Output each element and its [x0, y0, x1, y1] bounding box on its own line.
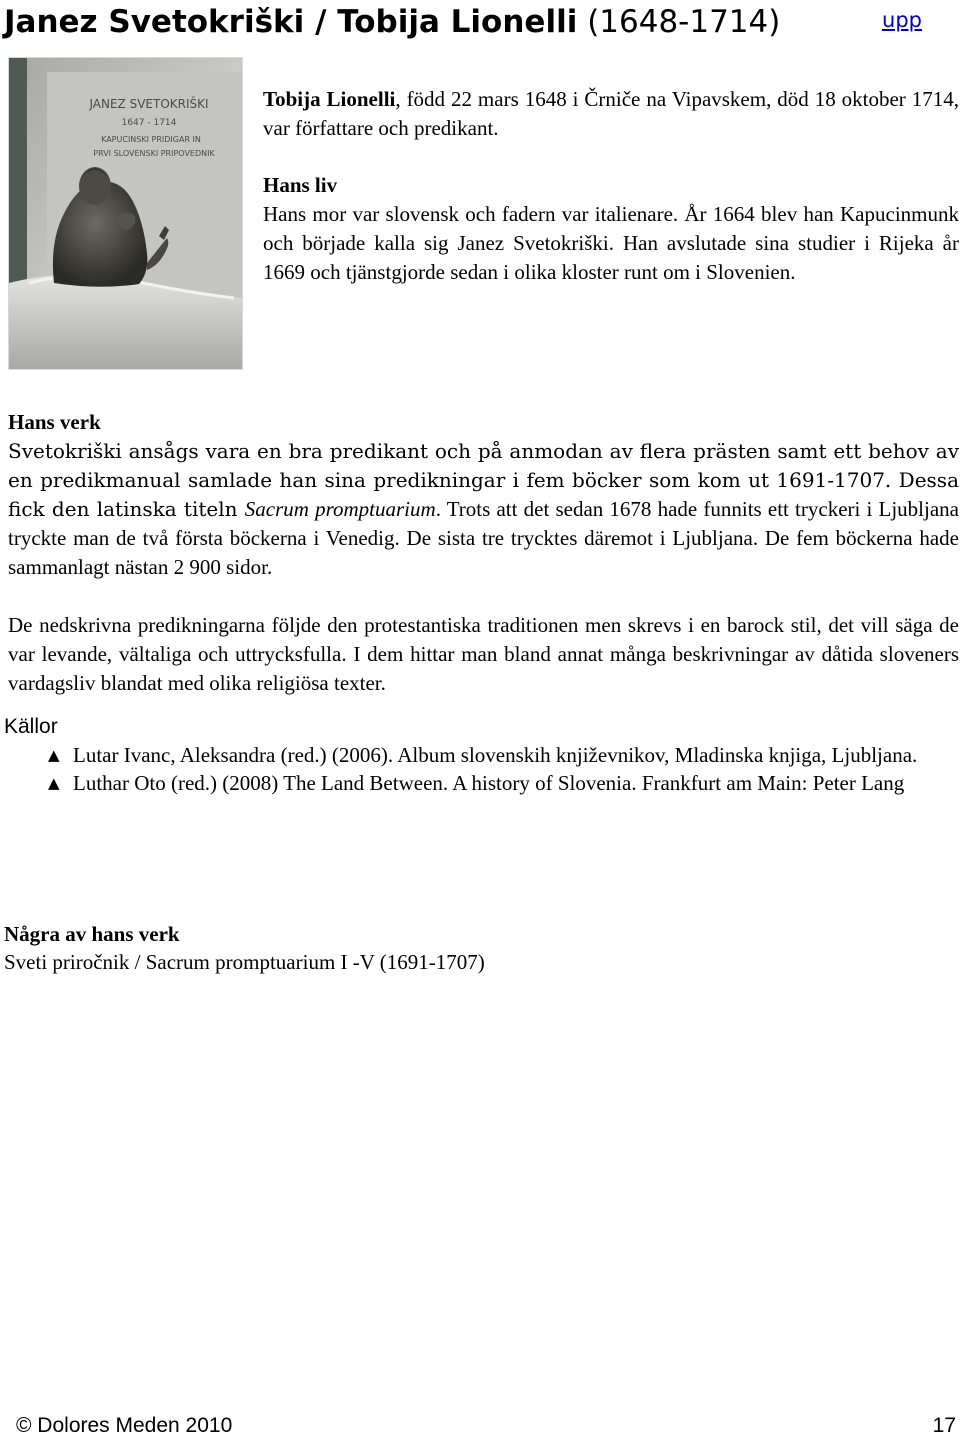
- intro-paragraph: [263, 85, 959, 143]
- page-title: [4, 0, 824, 44]
- hans-verk-paragraph-2: De nedskrivna predikningarna följde den protestantiska traditionen men skrevs i en barock stil, det vill säga de var levande, vältaliga och uttrycksfulla. I dem hittar man bland annat många beskrivningar av dåtida sloveners vardagsliv blandat med olika religiösa texter.: [8, 613, 959, 695]
- hans-verk-section: [8, 408, 959, 698]
- monument-photo-image: [9, 58, 242, 369]
- hans-liv-paragraph: Hans mor var slovensk och fadern var italienare. År 1664 blev han Kapucinmunk och började kalla sig Janez Svetokriški. Han avslutade sina studier i Rijeka år 1669 och tjänstgjorde sedan i olika kloster runt om i Slovenien.: [263, 202, 959, 284]
- works-heading: Några av hans verk: [4, 922, 180, 946]
- hans-verk-heading: Hans verk: [8, 410, 101, 434]
- hans-verk-paragraph-1: Svetokriški ansågs vara en bra predikant och på anmodan av flera prästen samt ett behov av en predikmanual samlade han sina predikningar i fem böcker som kom ut 1691-1707. Dessa fick den latinska titeln Sacrum promptuarium. Trots att det sedan 1678 hade funnits ett tryckeri i Ljubljana tryckte man de två första böckerna i Venedig. De sista tre trycktes däremot i Ljubljana. De fem böckerna hade sammanlagt nästan 2 900 sidor.: [8, 439, 959, 579]
- page-title-years: (1648-1714): [587, 4, 781, 40]
- intro-text: , född 22 mars 1648 i Črniče na Vipavskem, död 18 oktober 1714, var författare och predikant.: [263, 87, 959, 140]
- intro-name: Tobija Lionelli: [263, 87, 396, 111]
- intro-section: [263, 85, 959, 287]
- svg-text:JANEZ SVETOKRIŠKI: JANEZ SVETOKRIŠKI: [89, 97, 209, 111]
- list-item: ▲ Luthar Oto (red.) (2008) The Land Between. A history of Slovenia. Frankfurt am Main: Peter Lang: [48, 771, 905, 795]
- hans-liv-heading: Hans liv: [263, 173, 338, 197]
- triangle-bullet-icon: ▲: [48, 746, 60, 764]
- page-title-name: Janez Svetokriški / Tobija Lionelli: [4, 4, 578, 40]
- sources-heading: Källor: [4, 715, 58, 738]
- page-number: 17: [932, 1414, 956, 1437]
- svg-text:1647 - 1714: 1647 - 1714: [121, 118, 177, 128]
- works-section: [4, 920, 954, 976]
- svg-text:PRVI SLOVENSKI PRIPOVEDNIK: PRVI SLOVENSKI PRIPOVEDNIK: [93, 149, 215, 158]
- svg-text:KAPUCINSKI PRIDIGAR IN: KAPUCINSKI PRIDIGAR IN: [101, 135, 201, 144]
- footer-copyright: © Dolores Meden 2010: [16, 1414, 233, 1437]
- list-item: ▲ Lutar Ivanc, Aleksandra (red.) (2006). Album slovenskih književnikov, Mladinska knjiga, Ljubljana.: [48, 743, 918, 767]
- up-link[interactable]: upp: [882, 8, 922, 32]
- works-item: Sveti priročnik / Sacrum promptuarium I -V (1691-1707): [4, 950, 485, 974]
- triangle-bullet-icon: ▲: [48, 774, 60, 792]
- sources-list: [48, 741, 953, 797]
- book-title: Sacrum promptuarium: [244, 497, 436, 521]
- monument-photo: [8, 57, 243, 370]
